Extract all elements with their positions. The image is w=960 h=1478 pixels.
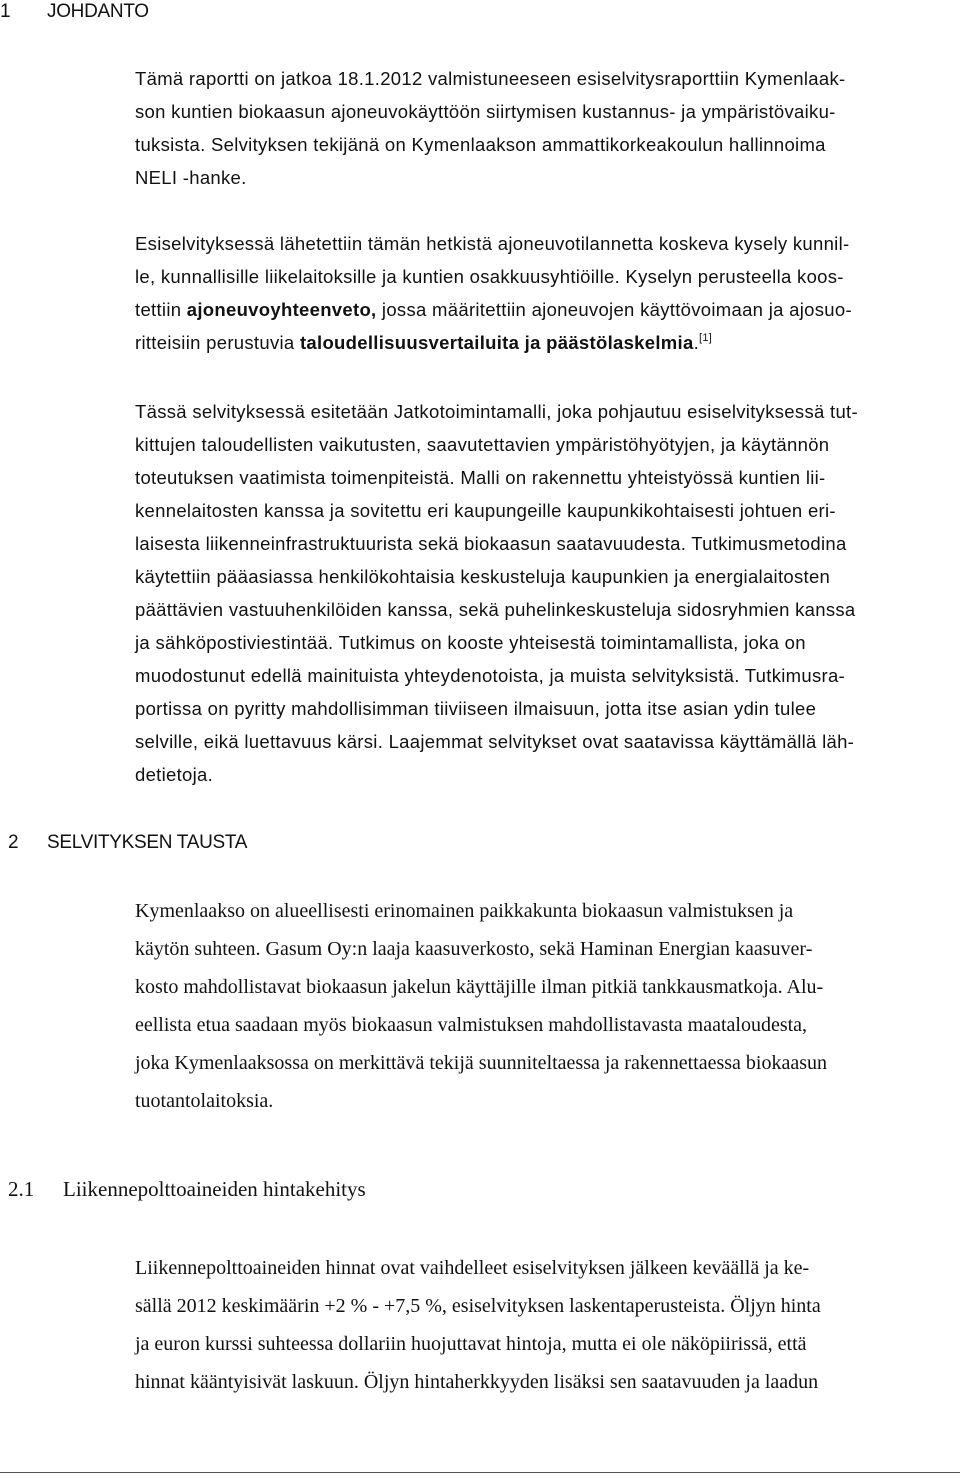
text-line: Kymenlaakso on alueellisesti erinomainen paikkakunta biokaasun valmistuksen ja <box>135 900 794 922</box>
section-2-1-number: 2.1 <box>8 1177 35 1201</box>
text-run: . <box>693 332 700 353</box>
fuel-price-paragraph <box>135 1249 950 1401</box>
section-1-heading <box>0 1 149 23</box>
text-line: tuotantolaitoksia. <box>135 1090 274 1112</box>
text-line: hinnat kääntyisivät laskuun. Öljyn hintaherkkyyden lisäksi sen saatavuuden ja laadun <box>135 1371 819 1393</box>
text-line: detietoja. <box>135 764 214 785</box>
text-line: ja euron kurssi suhteessa dollariin huojuttavat hintoja, mutta ei ole näköpiirissä, että <box>135 1333 807 1355</box>
text-line: Liikennepolttoaineiden hinnat ovat vaihdelleet esiselvityksen jälkeen keväällä ja ke- <box>135 1257 810 1279</box>
text-line: toteutuksen vaatimista toimenpiteistä. Malli on rakennettu yhteistyössä kuntien lii- <box>135 467 826 488</box>
text-run: ritteisiin perustuvia <box>135 332 300 353</box>
footnote-reference: [1] <box>699 332 713 344</box>
text-line: portissa on pyritty mahdollisimman tiiviiseen ilmaisuun, jotta itse asian ydin tulee <box>135 698 817 719</box>
text-line: Tämä raportti on jatkoa 18.1.2012 valmistuneeseen esiselvitysraporttiin Kymenlaak- <box>135 68 846 89</box>
text-line: ja sähköpostiviestintää. Tutkimus on kooste yhteisestä toimintamallista, joka on <box>135 632 806 653</box>
intro-paragraph <box>135 62 950 194</box>
text-line: kennelaitosten kanssa ja sovitettu eri kaupungeille kaupunkikohtaisesti johtuen eri- <box>135 500 836 521</box>
text-line: Tässä selvityksessä esitetään Jatkotoimintamalli, joka pohjautuu esiselvityksessä tut- <box>135 401 858 422</box>
text-line: laisesta liikenneinfrastruktuurista sekä biokaasun saatavuudesta. Tutkimusmetodina <box>135 533 847 554</box>
text-line: muodostunut edellä mainituista yhteydenotoista, ja muista selvityksistä. Tutkimusra- <box>135 665 846 686</box>
survey-paragraph <box>135 227 950 359</box>
text-run: jossa määritettiin ajoneuvojen käyttövoimaan ja ajosuo- <box>376 299 852 320</box>
text-line: son kuntien biokaasun ajoneuvokäyttöön siirtymisen kustannus- ja ympäristövaiku- <box>135 101 836 122</box>
text-line: käytettiin pääasiassa henkilökohtaisia keskusteluja kaupunkien ja energialaitosten <box>135 566 831 587</box>
section-2-title: SELVITYKSEN TAUSTA <box>47 832 248 853</box>
text-line: kosto mahdollistavat biokaasun jakelun käyttäjille ilman pitkiä tankkausmatkoja. Alu- <box>135 976 824 998</box>
text-line: selville, eikä luettavuus kärsi. Laajemmat selvitykset ovat saatavissa käyttämällä läh- <box>135 731 855 752</box>
text-line: päättävien vastuuhenkilöiden kanssa, sekä puhelinkeskusteluja sidosryhmien kanssa <box>135 599 856 620</box>
operating-model-paragraph <box>135 395 950 791</box>
bold-term-economy-comparisons: taloudellisuusvertailuita ja päästölaskelmia <box>299 332 694 353</box>
text-line <box>135 326 950 359</box>
section-2-1-title: Liikennepolttoaineiden hintakehitys <box>63 1177 366 1201</box>
text-line: NELI -hanke. <box>135 167 247 188</box>
text-line: kittujen taloudellisten vaikutusten, saavutettavien ympäristöhyötyjen, ja käytännön <box>135 434 830 455</box>
text-line: käytön suhteen. Gasum Oy:n laaja kaasuverkosto, sekä Haminan Energian kaasuver- <box>135 938 813 960</box>
bold-term-vehicle-summary: ajoneuvoyhteenveto, <box>186 299 377 320</box>
background-paragraph <box>135 892 950 1120</box>
text-line: Esiselvityksessä lähetettiin tämän hetkistä ajoneuvotilannetta koskeva kysely kunnil- <box>135 233 850 254</box>
section-2-number: 2 <box>8 832 19 853</box>
text-run: tettiin <box>135 299 187 320</box>
text-line: eellista etua saadaan myös biokaasun valmistuksen mahdollistavasta maataloudesta, <box>135 1014 808 1036</box>
text-line <box>135 293 950 326</box>
section-1-title: JOHDANTO <box>47 1 149 22</box>
section-2-1-heading <box>8 1177 366 1202</box>
section-2-heading <box>8 832 247 854</box>
text-line: le, kunnallisille liikelaitoksille ja kuntien osakkuusyhtiöille. Kyselyn perusteella koos- <box>135 266 844 287</box>
text-line: sällä 2012 keskimäärin +2 % - +7,5 %, esiselvityksen laskentaperusteista. Öljyn hinta <box>135 1295 821 1317</box>
text-line: tuksista. Selvityksen tekijänä on Kymenlaakson ammattikorkeakoulun hallinnoima <box>135 134 826 155</box>
text-line: joka Kymenlaaksossa on merkittävä tekijä suunniteltaessa ja rakennettaessa biokaasun <box>135 1052 828 1074</box>
section-1-number: 1 <box>0 1 11 22</box>
page-bottom-rule <box>0 1472 960 1473</box>
